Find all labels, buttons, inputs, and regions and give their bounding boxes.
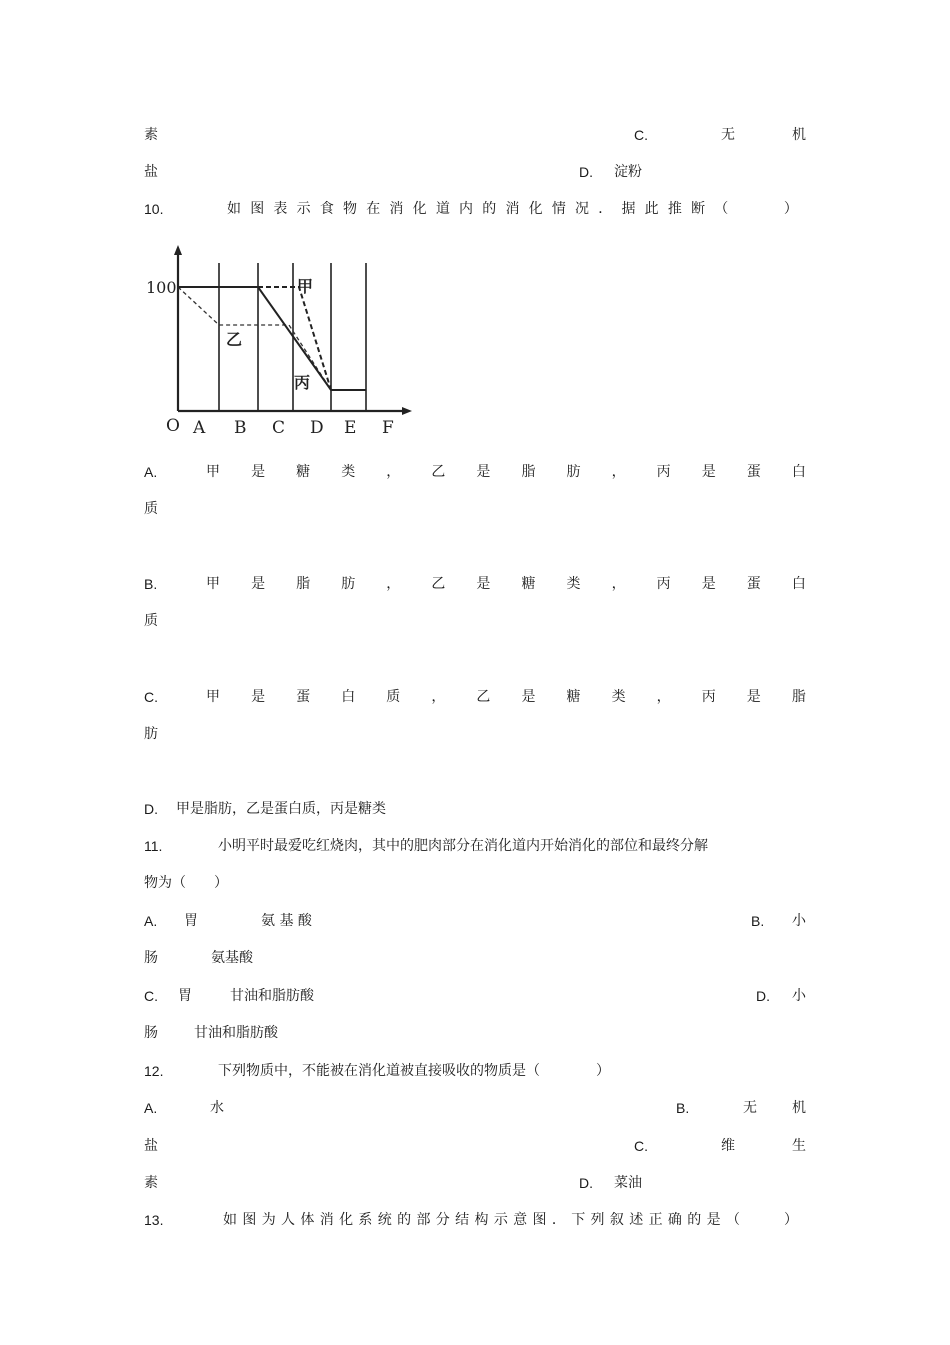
x-tick-a: A <box>193 418 206 438</box>
q12-option-b-text3: 盐 <box>144 1138 158 1154</box>
q11-option-d-text3: 甘油和脂肪酸 <box>194 1025 278 1041</box>
q13-stem-char: 如 <box>223 1212 237 1228</box>
q10-stem-char: 断 <box>691 201 706 217</box>
q10-option-b-char: 肪 <box>341 576 356 592</box>
q13-stem-char <box>765 1210 779 1230</box>
q13-stem-char: 下 <box>571 1212 586 1228</box>
q13-stem-char: 图 <box>532 1212 547 1228</box>
q12-option-c-label: C. <box>634 1138 648 1154</box>
q10-option-c-line1 <box>206 687 806 707</box>
q9-option-c-text-2: 机 <box>792 127 806 143</box>
q12-option-d-text: 菜油 <box>614 1175 642 1191</box>
q10-stem-char: 情 <box>551 201 566 217</box>
q13-stem-char: 意 <box>513 1212 528 1228</box>
q10-stem-char: 表 <box>273 201 288 217</box>
q10-option-b-char: 蛋 <box>746 576 761 592</box>
q10-stem-text <box>227 199 798 219</box>
q10-option-a-cont <box>144 499 806 519</box>
q12-option-c-text1: 维 <box>721 1138 735 1154</box>
q10-stem-char: 消 <box>505 201 520 217</box>
q10-option-d-text: 甲是脂肪，乙是蛋白质，丙是糖类 <box>176 801 386 817</box>
q9-option-c-text-1: 无 <box>721 127 735 143</box>
q13-stem <box>144 1210 806 1230</box>
q13-stem-char: 结 <box>455 1212 470 1228</box>
q11-stem <box>144 836 806 856</box>
q11-option-c-text1: 胃 <box>178 988 192 1004</box>
q12-stem-text: 下列物质中，不能被在消化道被直接吸收的物质是（ ） <box>218 1063 610 1079</box>
q12-row-ab <box>144 1098 806 1118</box>
q11-option-a-text2: 氨 基 酸 <box>261 913 312 929</box>
q10-option-b-char: 是 <box>476 576 491 592</box>
q13-stem-char: 部 <box>416 1212 431 1228</box>
q10-option-c-char: 丙 <box>701 689 716 705</box>
q10-option-c-char: 白 <box>341 689 356 705</box>
q10-stem-char: ） <box>783 201 798 217</box>
q10-option-c-char: 脂 <box>791 689 806 705</box>
q11-option-b-text3: 氨基酸 <box>211 950 253 966</box>
q13-number: 13. <box>144 1212 164 1228</box>
q11-option-b-label: B. <box>751 913 765 929</box>
q11-stem-cont <box>144 873 806 893</box>
q10-option-c-char: 质 <box>386 689 401 705</box>
y-axis-arrow <box>174 245 182 255</box>
q10-option-b-char: 脂 <box>296 576 311 592</box>
q10-option-c-char: 是 <box>746 689 761 705</box>
q11-row-d-cont <box>144 1023 806 1043</box>
q10-stem-char: ． <box>598 201 613 217</box>
q10-option-b-char: ， <box>611 576 626 592</box>
q13-stem-char: 确 <box>667 1212 682 1228</box>
q10-option-c-char: 类 <box>611 689 626 705</box>
q10-option-b-char: 丙 <box>656 576 671 592</box>
q13-stem-char: 示 <box>493 1212 508 1228</box>
q10-option-c-char: ， <box>656 689 671 705</box>
q11-stem-line1: 小明平时最爱吃红烧肉，其中的肥肉部分在消化道内开始消化的部位和最终分解 <box>218 838 708 854</box>
q10-option-d-label: D. <box>144 801 158 817</box>
q10-stem-char: 物 <box>343 201 358 217</box>
q10-option-a-line2: 质 <box>144 501 158 517</box>
q10-stem-char: 消 <box>389 201 404 217</box>
q10-stem-char: 如 <box>227 201 241 217</box>
x-tick-b: B <box>234 418 247 438</box>
q12-option-b-text1: 无 <box>743 1100 757 1116</box>
q10-option-b-cont <box>144 611 806 631</box>
x-axis-arrow <box>402 407 412 415</box>
q10-stem-char: 据 <box>621 201 636 217</box>
q13-stem-char: 列 <box>590 1212 605 1228</box>
q10-stem-char: 食 <box>319 201 334 217</box>
q10-stem-char: 的 <box>482 201 497 217</box>
q10-option-c-char: 乙 <box>476 689 491 705</box>
q12-row-cd <box>144 1173 806 1193</box>
q12-row-bc <box>144 1136 806 1156</box>
q11-option-d-text1: 小 <box>792 988 806 1004</box>
q10-stem-char: 在 <box>366 201 381 217</box>
x-tick-e: E <box>344 418 357 438</box>
q12-option-b-label: B. <box>676 1100 690 1116</box>
q10-option-b-char: 糖 <box>521 576 536 592</box>
q10-stem-char: 示 <box>296 201 311 217</box>
q10-option-a-char: 白 <box>791 464 806 480</box>
q10-stem-char: 化 <box>412 201 427 217</box>
q11-option-c-text2: 甘油和脂肪酸 <box>230 988 314 1004</box>
q10-option-c-char: 甲 <box>206 689 220 705</box>
q10-stem-char: （ <box>714 201 729 217</box>
q11-option-b-text1: 小 <box>792 913 806 929</box>
x-tick-c: C <box>272 418 286 438</box>
q10-stem-char: 此 <box>644 201 659 217</box>
q9-row-1 <box>144 125 806 145</box>
q13-stem-char: 消 <box>319 1212 334 1228</box>
q10-option-a-char: 是 <box>476 464 491 480</box>
q13-stem-char: 图 <box>242 1212 257 1228</box>
q10-option-a-line1 <box>206 462 806 482</box>
q10-option-b-line2: 质 <box>144 613 158 629</box>
q10-option-a-char: ， <box>386 464 401 480</box>
q13-stem-char: 化 <box>339 1212 354 1228</box>
q10-stem-char: 道 <box>435 201 450 217</box>
q9-option-d-label: D. <box>579 164 593 180</box>
q13-stem-char: 人 <box>281 1212 296 1228</box>
q12-number: 12. <box>144 1063 164 1079</box>
q13-stem-char <box>745 1210 759 1230</box>
q10-option-b-char: 白 <box>791 576 806 592</box>
q10-option-b-char: 是 <box>251 576 266 592</box>
q10-option-c-char: 糖 <box>566 689 581 705</box>
q10-option-a-char: 脂 <box>521 464 536 480</box>
q9-row-2 <box>144 162 806 182</box>
q10-option-a-char: 糖 <box>296 464 311 480</box>
q13-stem-char: 是 <box>706 1212 721 1228</box>
q13-stem-char: 统 <box>377 1212 392 1228</box>
q12-option-a-text: 水 <box>210 1100 224 1116</box>
q10-option-c-char: 蛋 <box>296 689 311 705</box>
q10-stem-char: 推 <box>667 201 682 217</box>
q13-stem-char: 系 <box>358 1212 373 1228</box>
q13-stem-char: 为 <box>261 1212 276 1228</box>
q11-row-ab <box>144 911 806 931</box>
q13-stem-char: 构 <box>474 1212 489 1228</box>
curve-bing <box>178 287 366 390</box>
q9-row2-left: 盐 <box>144 164 158 180</box>
q11-number: 11. <box>144 838 163 854</box>
q10-stem-char: 内 <box>459 201 474 217</box>
q10-option-a-char: ， <box>611 464 626 480</box>
q10-number: 10. <box>144 201 164 217</box>
q10-option-c-cont <box>144 724 806 744</box>
q10-option-b-char: ， <box>386 576 401 592</box>
q10-option-c-label: C. <box>144 689 158 705</box>
q10-option-b-char: 类 <box>566 576 581 592</box>
q10-option-a <box>144 462 806 482</box>
q13-stem-char: 体 <box>300 1212 315 1228</box>
q9-row1-left: 素 <box>144 127 158 143</box>
q10-option-c-char: 是 <box>251 689 266 705</box>
y-label-100: 100 <box>146 278 177 297</box>
q12-option-a-label: A. <box>144 1100 158 1116</box>
origin-label: O <box>166 416 180 436</box>
q13-stem-char: ） <box>783 1212 798 1228</box>
q12-option-d-label: D. <box>579 1175 593 1191</box>
q10-option-b-char: 乙 <box>431 576 446 592</box>
q13-stem-char: 正 <box>648 1212 663 1228</box>
q10-option-b-char: 是 <box>701 576 716 592</box>
q11-option-d-text2: 肠 <box>144 1025 158 1041</box>
q12-stem <box>144 1061 806 1081</box>
q11-option-b-text2: 肠 <box>144 950 158 966</box>
q10-option-a-char: 蛋 <box>746 464 761 480</box>
q10-option-c <box>144 687 806 707</box>
q12-option-c-text2: 生 <box>792 1138 806 1154</box>
q10-option-a-char: 是 <box>251 464 266 480</box>
q9-option-d-text: 淀粉 <box>614 164 642 180</box>
q11-row-b-cont <box>144 948 806 968</box>
q13-stem-char: 叙 <box>609 1212 624 1228</box>
q10-option-c-char: ， <box>431 689 446 705</box>
q11-option-d-label: D. <box>756 988 770 1004</box>
q10-option-a-char: 甲 <box>206 464 220 480</box>
q11-stem-line2: 物为（ ） <box>144 875 228 891</box>
q10-option-a-char: 丙 <box>656 464 671 480</box>
q13-stem-char: 分 <box>435 1212 450 1228</box>
q10-option-a-char: 类 <box>341 464 356 480</box>
q13-stem-char: 的 <box>687 1212 702 1228</box>
curve-label-bing: 丙 <box>294 373 311 392</box>
x-tick-f: F <box>382 418 394 438</box>
q11-option-a-text1: 胃 <box>184 913 198 929</box>
q10-option-c-char: 是 <box>521 689 536 705</box>
q10-option-a-label: A. <box>144 464 158 480</box>
q11-option-c-label: C. <box>144 988 158 1004</box>
curve-label-jia: 甲 <box>297 277 314 296</box>
q10-option-c-line2: 肪 <box>144 726 158 742</box>
q10-stem-char <box>737 199 751 219</box>
q10-option-a-char: 肪 <box>566 464 581 480</box>
q13-stem-char: （ <box>725 1212 740 1228</box>
digestion-chart <box>144 245 416 440</box>
q11-row-cd <box>144 986 806 1006</box>
q13-stem-char: 的 <box>397 1212 412 1228</box>
q10-stem-char <box>761 199 775 219</box>
x-tick-d: D <box>310 418 324 438</box>
curve-label-yi: 乙 <box>226 330 243 349</box>
q11-option-a-label: A. <box>144 913 158 929</box>
q10-option-d <box>144 799 806 819</box>
q10-stem-char: 况 <box>575 201 590 217</box>
q10-option-b-label: B. <box>144 576 158 592</box>
q10-option-b <box>144 574 806 594</box>
q10-option-a-char: 乙 <box>431 464 446 480</box>
q13-stem-text <box>223 1210 798 1230</box>
q13-stem-char: 述 <box>629 1212 644 1228</box>
q13-stem-char: ． <box>551 1212 566 1228</box>
q10-stem <box>144 199 806 219</box>
q10-option-b-char: 甲 <box>206 576 220 592</box>
q9-option-c-label: C. <box>634 127 648 143</box>
q10-stem-char: 化 <box>528 201 543 217</box>
q12-option-c-text3: 素 <box>144 1175 158 1191</box>
q10-option-a-char: 是 <box>701 464 716 480</box>
q12-option-b-text2: 机 <box>792 1100 806 1116</box>
q10-stem-char: 图 <box>250 201 265 217</box>
q10-option-b-line1 <box>206 574 806 594</box>
